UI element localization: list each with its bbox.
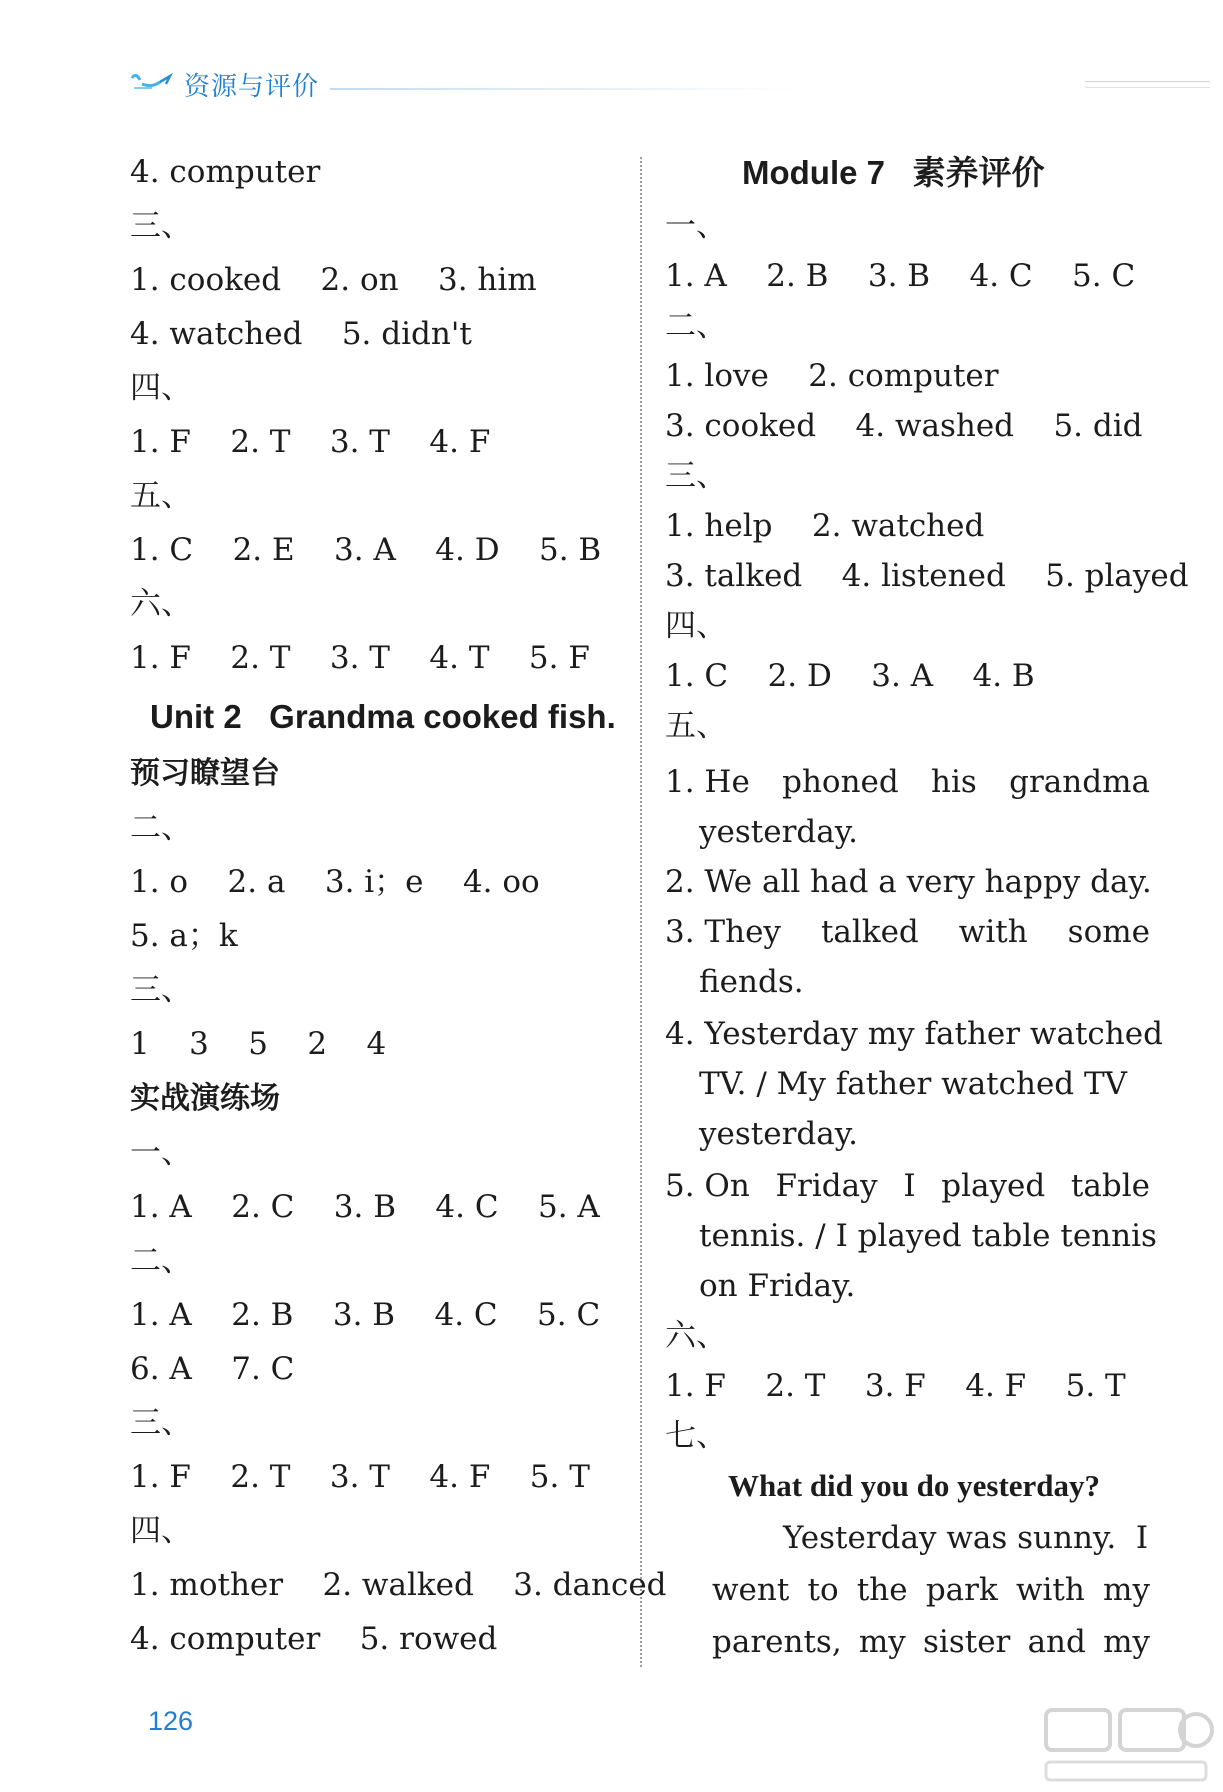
word: my [1103, 1572, 1150, 1608]
word: Friday [775, 1168, 878, 1204]
answer-line: 1. F 2. T 3. T 4. F [130, 424, 491, 460]
sentence-4: 4. Yesterday my father watched [665, 1016, 1163, 1052]
sentence-2: 2. We all had a very happy day. [665, 864, 1152, 900]
word: 3. They [665, 914, 781, 950]
word: to [807, 1572, 839, 1608]
answer-line: 1. cooked 2. on 3. him [130, 262, 537, 298]
answer-line: 6. A 7. C [130, 1351, 295, 1387]
word: 1. He [665, 764, 750, 800]
section-heading-practice: 实战演练场 [130, 1081, 280, 1116]
page-header [130, 66, 1210, 106]
sentence-continuation: yesterday. [699, 1116, 858, 1152]
section-number: 四、 [130, 370, 192, 406]
sentence-1 [665, 762, 1150, 802]
word: parents, [712, 1624, 842, 1660]
section-number: 二、 [130, 1243, 192, 1279]
word: I [903, 1168, 916, 1204]
answer-line: 1. mother 2. walked 3. danced [130, 1567, 667, 1603]
word: talked [820, 914, 919, 950]
module-heading: Module 7 素养评价 [742, 154, 1045, 191]
answer-line: 1. help 2. watched [665, 508, 985, 544]
word: phoned [782, 764, 899, 800]
header-logo-icon [130, 70, 178, 92]
answer-line: 1. love 2. computer [665, 358, 999, 394]
section-number: 六、 [665, 1318, 727, 1354]
essay-line [712, 1570, 1150, 1610]
page-number: 126 [148, 1706, 194, 1736]
section-number: 四、 [130, 1513, 192, 1549]
answer-line: 4. watched 5. didn't [130, 316, 472, 352]
sentence-continuation: tennis. / I played table tennis [699, 1218, 1157, 1254]
essay-line [712, 1622, 1150, 1662]
answer-line: 1. C 2. D 3. A 4. B [665, 658, 1035, 694]
sentence-3 [665, 912, 1150, 952]
sentence-continuation: on Friday. [699, 1268, 856, 1304]
section-number: 三、 [665, 458, 727, 494]
section-number: 三、 [130, 208, 192, 244]
answer-line: 1. o 2. a 3. i；e 4. oo [130, 864, 540, 900]
answer-line: 3. talked 4. listened 5. played [665, 558, 1189, 594]
word: my [1103, 1624, 1150, 1660]
section-number: 二、 [665, 308, 727, 344]
word: the [856, 1572, 908, 1608]
section-number: 三、 [130, 1405, 192, 1441]
section-number: 二、 [130, 810, 192, 846]
column-divider [640, 157, 642, 1667]
section-number: 七、 [665, 1418, 727, 1454]
answer-line: 1. A 2. B 3. B 4. C 5. C [665, 258, 1136, 294]
sentence-5 [665, 1166, 1150, 1206]
sentence-continuation: fiends. [699, 964, 804, 1000]
word: with [958, 914, 1028, 950]
word: his [931, 764, 977, 800]
essay-line: Yesterday was sunny. I [783, 1520, 1149, 1556]
word: grandma [1009, 764, 1150, 800]
word: some [1067, 914, 1150, 950]
word: and [1027, 1624, 1086, 1660]
answer-line: 5. a；k [130, 918, 238, 954]
word: sister [923, 1624, 1011, 1660]
sentence-continuation: TV. / My father watched TV [699, 1066, 1128, 1102]
header-rule-right [1085, 81, 1210, 82]
section-number: 三、 [130, 972, 192, 1008]
word: played [941, 1168, 1046, 1204]
section-number: 五、 [665, 708, 727, 744]
answer-line: 4. computer [130, 154, 321, 190]
unit-heading: Unit 2 Grandma cooked fish. [150, 698, 616, 735]
word: went [712, 1572, 790, 1608]
section-number: 四、 [665, 608, 727, 644]
answer-line: 1. C 2. E 3. A 4. D 5. B [130, 532, 602, 568]
word: 5. On [665, 1168, 750, 1204]
word: park [925, 1572, 998, 1608]
section-number: 一、 [130, 1135, 192, 1171]
answer-line: 1. F 2. T 3. T 4. T 5. F [130, 640, 590, 676]
section-number: 一、 [665, 208, 727, 244]
answer-line: 1. A 2. B 3. B 4. C 5. C [130, 1297, 601, 1333]
word: my [858, 1624, 906, 1660]
sentence-continuation: yesterday. [699, 814, 858, 850]
essay-title: What did you do yesterday? [728, 1468, 1101, 1503]
word: with [1015, 1572, 1085, 1608]
header-rule [330, 88, 800, 90]
section-number: 六、 [130, 586, 192, 622]
answer-line: 4. computer 5. rowed [130, 1621, 498, 1657]
section-number: 五、 [130, 478, 192, 514]
header-title: 资源与评价 [184, 72, 320, 102]
word: table [1070, 1168, 1150, 1204]
answer-line: 1 3 5 2 4 [130, 1026, 387, 1062]
answer-line: 1. A 2. C 3. B 4. C 5. A [130, 1189, 600, 1225]
answer-line: 1. F 2. T 3. T 4. F 5. T [130, 1459, 590, 1495]
answer-line: 1. F 2. T 3. F 4. F 5. T [665, 1368, 1126, 1404]
watermark-logo [1040, 1700, 1216, 1788]
section-heading-preview: 预习瞭望台 [130, 756, 280, 791]
answer-line: 3. cooked 4. washed 5. did [665, 408, 1143, 444]
